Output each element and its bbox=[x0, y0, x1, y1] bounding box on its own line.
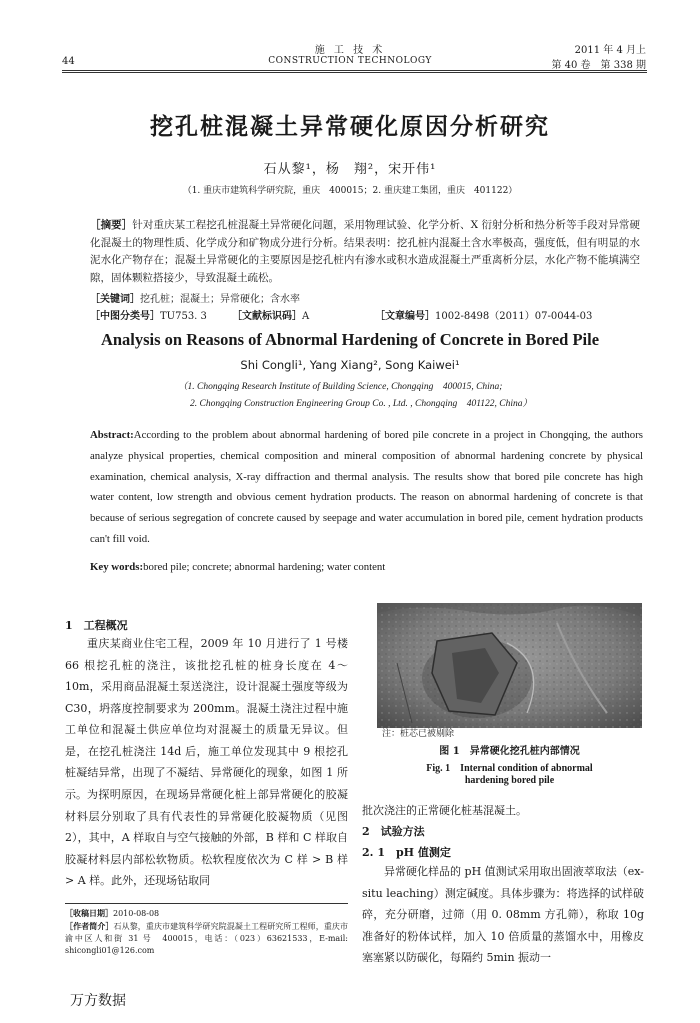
abstract-en-label: Abstract: bbox=[90, 429, 134, 441]
issue-date: 2011 年 4 月上 bbox=[574, 45, 646, 56]
keywords-en-text: bored pile; concrete; abnormal hardening; water content bbox=[143, 561, 386, 573]
keywords-cn-text: 挖孔桩；混凝土；异常硬化；含水率 bbox=[140, 294, 300, 305]
footnote-author bbox=[65, 920, 348, 957]
footnote-received bbox=[65, 907, 348, 920]
authors-en: Shi Congli¹, Yang Xiang², Song Kaiwei¹ bbox=[240, 358, 460, 372]
affiliations-cn: （1. 重庆市建筑科学研究院，重庆 400015；2. 重庆建工集团，重庆 401122） bbox=[182, 186, 518, 196]
figure-1-caption-en-2: hardening bored pile bbox=[464, 775, 555, 786]
title-cn: 挖孔桩混凝土异常硬化原因分析研究 bbox=[150, 113, 550, 140]
figure-1-note: 注：桩芯已被剔除 bbox=[382, 729, 455, 739]
clc-value: TU753. 3 bbox=[160, 311, 207, 322]
keywords-en bbox=[90, 561, 385, 573]
watermark-wanfang: 万方数据 bbox=[70, 993, 126, 1009]
footnote-rule bbox=[65, 903, 348, 904]
article-number-value: 1002-8498（2011）07-0044-03 bbox=[435, 311, 593, 322]
section-1-para-1: 重庆某商业住宅工程，2009 年 10 月进行了 1 号楼 66 根挖孔桩的浇注，该批挖孔桩的桩身长度在 4～10m，采用商品混凝土泵送浇注，设计混凝土强度等级为 C30，坍落度控制要求为 200mm。混凝土浇注过程中施工单位和混凝土供应单位均对混凝土的质量无异议。但是，在挖孔桩浇注 14d 后，施工单位发现其中 9 根挖孔桩凝结异常，出现了不凝结、异常硬化的现象，如图 1 所示。 bbox=[65, 637, 348, 801]
clc-number bbox=[90, 307, 207, 322]
doc-code-value: A bbox=[302, 311, 310, 322]
authors-cn: 石从黎¹，杨 翔²，宋开伟¹ bbox=[263, 162, 437, 177]
header-rule bbox=[62, 70, 647, 71]
author-bio: 石从黎，重庆市建筑科学研究院混凝土工程研究所工程师，重庆市渝中区人和街 31 号 400015，电话：（023）63621533，E-mail: shicongli01@126.com bbox=[65, 922, 348, 955]
continued-text: 批次浇注的正常硬化桩基混凝土。 bbox=[362, 804, 527, 817]
doc-code bbox=[232, 307, 309, 322]
abstract-en bbox=[90, 425, 643, 550]
issue-volume: 第 40 卷 第 338 期 bbox=[551, 60, 646, 71]
footnote bbox=[65, 907, 348, 957]
received-label: ［收稿日期］ bbox=[65, 908, 113, 918]
author-bio-label: ［作者简介］ bbox=[65, 921, 114, 931]
section-1-para-2: 为探明原因，在现场异常硬化桩上部异常硬化的胶凝材料层分别取了具有代表性的异常硬化胶凝物质（见图 2），其中，A 样取自与空气接触的外部，B 样和 C 样取自胶凝材料层内部松软物质。松软程度依次为 C 样 > B 样 > A 样。此外，还现场钻取同 bbox=[65, 788, 348, 887]
section-2-heading: 2 试验方法 bbox=[362, 825, 425, 838]
affiliation-en-2: 2. Chongqing Construction Engineering Group Co. , Ltd. , Chongqing 401122, China） bbox=[190, 399, 533, 409]
doc-code-label: ［文献标识码］ bbox=[232, 311, 302, 322]
section-1-heading: 1 工程概况 bbox=[65, 619, 128, 632]
figure-1-photo bbox=[377, 603, 642, 728]
abstract-en-text: According to the problem about abnormal hardening of bored pile concrete in a project in Chongqing, the authors analyze physical properties, chemical composition and mineral composition of abnormal hardening concrete by physical examination, chemical analysis, X-ray diffraction and thermal analysis. The results show that bored pile concrete has high water content, low strength and obvious cement hydration products. The reason on abnormal hardening of concrete is that because of serious segregation of concrete caused by seepage and water accumulation in bored pile, cement hydration products can't fill void. bbox=[90, 429, 643, 545]
section-2-1-para: 异常硬化样品的 pH 值测试采用取出固液萃取法（ex-situ leaching）测定碱度。具体步骤为：将选择的试样破碎，充分研磨，过筛（用 0. 08mm 方孔筛），称取 10g 准备好的粉体试样，加入 10 倍质量的蒸馏水中，用橡皮塞塞紧以防碳化，每隔约 5min 振动一 bbox=[362, 865, 644, 964]
figure-1-caption-cn: 图 1 异常硬化挖孔桩内部情况 bbox=[439, 746, 580, 757]
keywords-cn-label: ［关键词］ bbox=[90, 294, 140, 305]
clc-label: ［中图分类号］ bbox=[90, 311, 160, 322]
bored-pile-photo-image bbox=[377, 603, 642, 728]
article-number-label: ［文章编号］ bbox=[375, 311, 435, 322]
abstract-cn bbox=[90, 217, 640, 287]
keywords-en-label: Key words: bbox=[90, 561, 144, 573]
section-2-1-heading: 2. 1 pH 值测定 bbox=[362, 846, 451, 859]
figure-1-caption-en-1: Fig. 1 Internal condition of abnormal bbox=[426, 763, 593, 774]
journal-name-cn: 施 工 技 术 bbox=[314, 45, 386, 56]
affiliation-en-1: （1. Chongqing Research Institute of Building Science, Chongqing 400015, China; bbox=[178, 382, 503, 392]
title-en: Analysis on Reasons of Abnormal Hardening of Concrete in Bored Pile bbox=[100, 330, 600, 349]
article-number bbox=[375, 307, 592, 322]
abstract-cn-text: 针对重庆某工程挖孔桩混凝土异常硬化问题，采用物理试验、化学分析、X 衍射分析和热分析等手段对异常硬化混凝土的物理性质、化学成分和矿物成分进行分析。结果表明：挖孔桩内混凝土含水率极高，强度低，但有明显的水泥水化产物存在；混凝土异常硬化的主要原因是挖孔桩内有渗水或积水造成混凝土严重离析分层，水化产物不能填满空隙，固体颗粒搭接少，导致混凝土疏松。 bbox=[90, 219, 641, 284]
keywords-cn bbox=[90, 290, 300, 305]
page-number: 44 bbox=[62, 56, 75, 67]
header-rule-2 bbox=[62, 72, 647, 73]
received-date: 2010-08-08 bbox=[113, 909, 160, 918]
journal-name-en: CONSTRUCTION TECHNOLOGY bbox=[268, 56, 432, 66]
abstract-cn-label: ［摘要］ bbox=[90, 219, 133, 231]
